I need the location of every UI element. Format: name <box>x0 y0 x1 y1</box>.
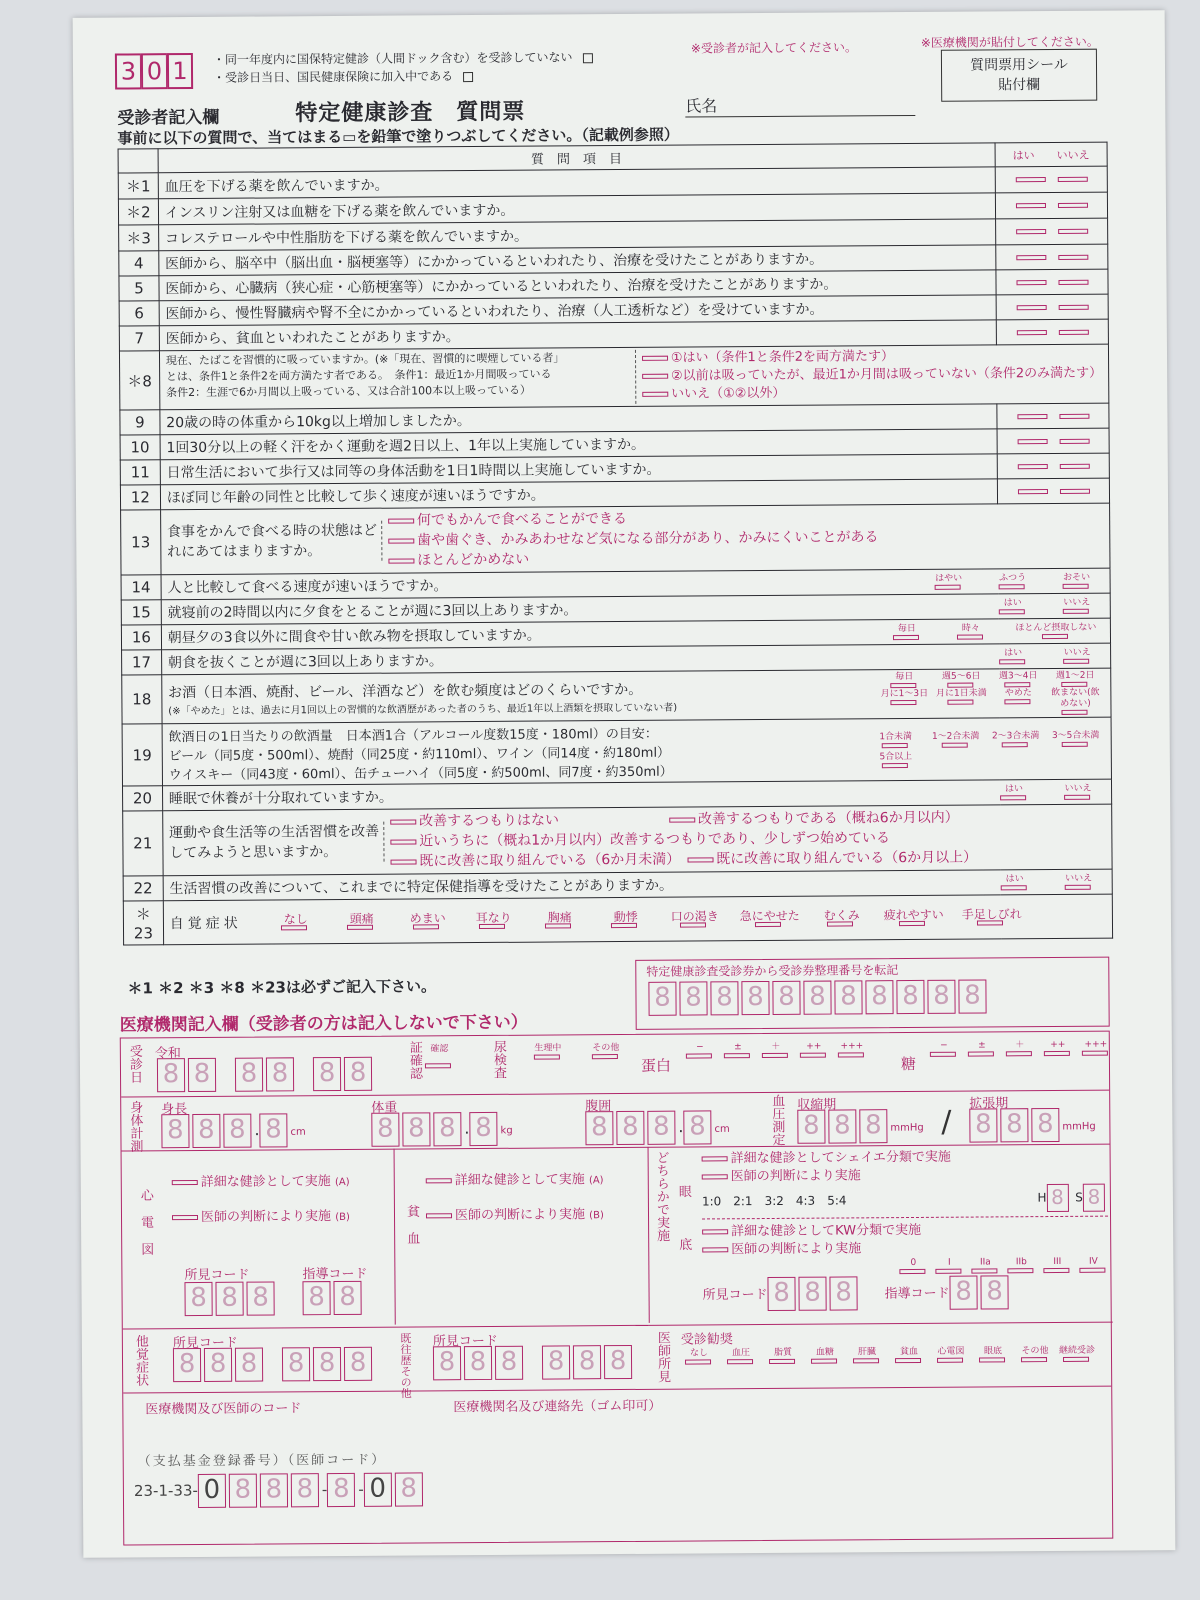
amount-1-2[interactable] <box>941 742 967 747</box>
symptom-swelling[interactable] <box>827 921 853 926</box>
ticket-digits[interactable]: 8 8 8 8 8 8 8 8 8 8 8 <box>636 979 1108 1016</box>
symptom-weight-loss[interactable] <box>755 921 781 926</box>
sugar-level[interactable] <box>967 1051 993 1056</box>
symptom-numbness[interactable] <box>977 920 1003 925</box>
question-row: 12 ほぼ同じ年齢の同性と比較して歩く速度が速いほうですか。 <box>120 478 1109 510</box>
eligibility-checkbox-1[interactable] <box>582 53 592 63</box>
eligibility-checkbox-2[interactable] <box>463 72 473 82</box>
question-row: ＊2 インスリン注射又は血糖を下げる薬を飲んでいますか。 <box>118 192 1107 225</box>
protein-level[interactable] <box>837 1052 863 1057</box>
referral-option[interactable] <box>769 1359 795 1364</box>
questionnaire-sheet <box>73 10 1176 1558</box>
visit-date-digits[interactable]: 8 8 8 8 8 8 <box>157 1057 375 1093</box>
systolic-digits[interactable]: 8 8 8 mmHg <box>797 1109 924 1144</box>
answer-yes[interactable] <box>1000 795 1026 800</box>
urine-other[interactable] <box>591 1054 617 1059</box>
fundus-finding-digits[interactable]: 8 8 8 <box>768 1283 861 1303</box>
answer-yes[interactable] <box>1017 414 1047 419</box>
sugar-level[interactable] <box>1043 1051 1069 1056</box>
answer-yes[interactable] <box>1015 203 1045 208</box>
smoking-option-1[interactable] <box>642 356 668 361</box>
speed-slow[interactable] <box>1062 584 1088 589</box>
answer-yes[interactable] <box>998 609 1024 614</box>
question-row: 10 1回30分以上の軽く汗をかく運動を週2日以上、1年以上実施していますか。 <box>120 428 1109 460</box>
fundus-doctor-2[interactable] <box>702 1247 728 1252</box>
answer-no[interactable] <box>1057 177 1087 182</box>
question-table: 質 問 項 目 はい いいえ ＊1 血圧を下げる薬を飲んでいますか。 ＊2 インスリン注射又は血糖を下げる薬を飲んでいますか。 ＊3 コレステロールや中性脂肪を下げる薬を飲んでいますか。 4 医師から、脳卒中（脳出血・脳梗塞等）にかかっているといわれたり、治療を受けたことがありますか。 5 医師から、心臓病（狭心症・心筋梗塞等）にかかっているといわれたり、治療を受けたことがありますか。 6 医師から、慢性腎臓病や腎不全にかかっているといわれたり、治療（人工透析など）を受けていますか。 7 医師から、貧血といわれたことがありますか。 ＊8 現在、たばこを習慣的に吸っていますか。(※「現在、習慣的に喫煙している者」 とは、条件1と条件2を両方満たす者である。 条件1：最近1か月間吸っている 条件2：生涯で6か月間以上吸っている、又は合計100本以上吸っている） ①はい（条件1と条件2を両方満たす） ②以前は吸っていたが、最近1か月間は吸っていない（条件2のみ満たす） いいえ（①②以外） 9 20歳の時の体重から10kg以上増加しましたか。 10 1回30分以上の軽く汗をかく運動を週2日以上、1年以上実施していますか。 11 日常生活において歩行又は同等の身体活動を1日1時間以上実施していますか。 12 ほぼ同じ年齢の同性と比較して歩く速度が速いほうですか。 13 食事をかんで食べる時の状態はどれにあてはまりますか。 何でもかんで食べることができる 歯や歯ぐき、かみあわせなど気になる部分があり、かみにくいことがある ほとんどかめない 14 人と比較して食べる速度が速いほうですか。 はやい ふつう おそい 15 就寝前の2時間以内に夕食をとることが週に3回以上ありますか。 はい いいえ 16 朝昼夕の3食以外に間食や甘い飲み物を摂取していますか。 毎日 時々 ほとんど摂取しない 17 朝食を抜くことが週に3回以上ありますか。 はい いいえ 18 お酒（日本酒、焼酎、ビール、洋酒など）を飲む頻度はどのくらいですか。 (※「やめた」とは、過去に月1回以上の習慣的な飲酒歴があった者のうち、最近1年以上酒類を摂取していない者) 毎日 週5〜6日 週3〜4日 週1〜2日 月に1〜3日 月に1日未満 やめた 飲まない(飲めない) 19 飲酒日の1日当たりの飲酒量 日本酒1合（アルコール度数15度・180ml）の目安： ビール（同5度・500ml）、焼酎（同25度・約110ml）、ワイン（同14度・約180ml） ウイスキー（同43度・60ml）、缶チューハイ（同5度・約500ml、同7度・約350ml） 1合未満 1〜2合未満 2〜3合未満 3〜5合未満 5合以上 20 睡眠で休養が十分取れていますか。 はい いいえ 21 運動や食生活等の生活習慣を改善してみようと思いますか。 改善するつもりはない 改善するつもりである（概ね6か月以内） 近いうちに（概ね1か月以内）改善するつもりであり、少しずつ始めている 既に改善に取り組んでいる（6か月未満） 既に改善に取り組んでいる（6か月以上） 22 生活習慣の改善について、これまでに特定保健指導を受けたことがありますか。 はい いいえ ＊23 自覚症状 なし 頭痛 めまい 耳なり 胸痛 動悸 口の渇き 急にやせた むくみ 疲れやすい 手足しびれ <box>118 142 1114 946</box>
question-row-23: ＊23 自覚症状 なし 頭痛 めまい 耳なり 胸痛 動悸 口の渇き 急にやせた むくみ 疲れやすい 手足しびれ <box>123 894 1112 945</box>
answer-no[interactable] <box>1058 254 1088 259</box>
question-row-21: 21 運動や食生活等の生活習慣を改善してみようと思いますか。 改善するつもりはない 改善するつもりである（概ね6か月以内） 近いうちに（概ね1か月以内）改善するつもりであり、少しずつ始めている 既に改善に取り組んでいる（6か月未満） 既に改善に取り組んでいる（6か月以上） <box>123 804 1112 876</box>
snack-rarely[interactable] <box>1041 634 1067 639</box>
fund-number[interactable]: 23-1-33- 0 8 8 8 - 8 - 0 8 <box>134 1472 426 1508</box>
symptom-thirst[interactable] <box>680 922 706 927</box>
drink-monthly[interactable] <box>890 700 916 705</box>
amount-2-3[interactable] <box>1001 742 1027 747</box>
symptom-dizziness[interactable] <box>413 924 439 929</box>
referral-option[interactable] <box>685 1359 711 1364</box>
question-row: 9 20歳の時の体重から10kg以上増加しましたか。 <box>120 403 1109 435</box>
question-row-15: 15 就寝前の2時間以内に夕食をとることが週に3回以上ありますか。 はい いいえ <box>121 593 1110 625</box>
symptom-palpitation[interactable] <box>611 922 637 927</box>
eligibility-note-2: ・受診日当日、国民健康保険に加入中である <box>213 69 454 85</box>
medical-section: 受診日 令和 8 8 8 8 8 8 証確認 確認 尿検査 生理中 その他 蛋白 − ± ＋ ++ +++ 糖 − ± ＋ ++ +++ 身体計測 身長 8 8 8 . 8 cm 体重 8 8 8 . 8 kg 腹囲 8 8 8 . 8 cm 血圧測定 収縮期 8 8 8 mmHg / 拡張期 8 8 8 mmHg 心電図 詳細な健診として実施 (A) 医師の判断により実施 (B) 所見コード 8 8 8 指導コード 8 8 貧血 詳細な健診として実施 (A) 医師の判断により実施 (B) どちらかで実施 眼底 詳細な健診としてシェイエ分類で実施 医師の判断により実施 1:0 2:1 3:2 4:3 5:4 H 8 S 8 詳細な健診としてKW分類で実施 医師の判断により実施 0 I IIa IIb III IV 所見コード 8 8 8 指導コード 8 8 他覚症状 所見コード 8 8 8 8 8 8 既往歴その他 所見コード 8 8 8 8 8 8 医師所見 受診勧奨 なし 血圧 脂質 血糖 肝臓 貧血 心電図 眼底 その他 継続受診 医療機関及び医師のコード 医療機関名及び連絡先（ゴム印可） （支払基金登録番号）（医師コード） 23-1-33- 0 8 8 8 - 8 - 0 8 <box>120 1031 1114 1546</box>
drink-1-2[interactable] <box>1061 682 1087 687</box>
question-row-14: 14 人と比較して食べる速度が速いほうですか。 はやい ふつう おそい <box>121 568 1110 600</box>
fundus-guidance-digits[interactable]: 8 8 <box>950 1282 1012 1301</box>
question-row: ＊1 血圧を下げる薬を飲んでいますか。 <box>118 166 1107 199</box>
required-note: ＊1 ＊2 ＊3 ＊8 ＊23は必ずご記入下さい。 <box>127 977 436 998</box>
answer-yes[interactable] <box>1016 229 1046 234</box>
symptom-tinnitus[interactable] <box>479 923 505 928</box>
fundus-scheie[interactable] <box>702 1156 728 1161</box>
kw-grade[interactable] <box>1079 1268 1105 1273</box>
id-confirmed[interactable] <box>425 1063 451 1068</box>
answer-no[interactable] <box>1063 659 1089 664</box>
answer-yes[interactable] <box>1017 464 1047 469</box>
improve-option-2[interactable] <box>669 817 695 822</box>
question-row-19: 19 飲酒日の1日当たりの飲酒量 日本酒1合（アルコール度数15度・180ml）の目安： ビール（同5度・500ml）、焼酎（同25度・約110ml）、ワイン（同14度・約180ml） ウイスキー（同43度・60ml）、缶チューハイ（同5度・約500ml、同7度・約350ml） 1合未満 1〜2合未満 2〜3合未満 3〜5合未満 5合以上 <box>122 717 1111 786</box>
improve-option-1[interactable] <box>390 819 416 824</box>
amount-3-5[interactable] <box>1061 741 1087 746</box>
question-row: 4 医師から、脳卒中（脳出血・脳梗塞等）にかかっているといわれたり、治療を受けたことがありますか。 <box>119 244 1108 276</box>
answer-yes[interactable] <box>1016 330 1046 335</box>
kw-grade[interactable] <box>899 1269 925 1274</box>
anemia-detailed[interactable] <box>426 1178 452 1183</box>
waist-digits[interactable]: 8 8 8 . 8 cm <box>585 1110 730 1145</box>
drink-3-4[interactable] <box>1004 682 1030 687</box>
symptom-headache[interactable] <box>347 924 373 929</box>
snack-sometimes[interactable] <box>956 634 982 639</box>
kw-grade[interactable] <box>1007 1268 1033 1273</box>
answer-no[interactable] <box>1059 438 1089 443</box>
referral-option[interactable] <box>811 1359 837 1364</box>
speed-fast[interactable] <box>934 585 960 590</box>
question-row-17: 17 朝食を抜くことが週に3回以上ありますか。 はい いいえ <box>122 643 1111 675</box>
weight-digits[interactable]: 8 8 8 . 8 kg <box>371 1112 512 1147</box>
medical-section-title: 医療機関記入欄（受診者の方は記入しないで下さい） <box>119 1012 528 1036</box>
question-row: 11 日常生活において歩行又は同等の身体活動を1日1時間以上実施していますか。 <box>120 453 1109 485</box>
protein-level[interactable] <box>723 1053 749 1058</box>
drink-5-6[interactable] <box>947 683 973 688</box>
drink-rarely[interactable] <box>947 700 973 705</box>
drink-daily[interactable] <box>890 683 916 688</box>
protein-level[interactable] <box>685 1053 711 1058</box>
answer-no[interactable] <box>1058 304 1088 309</box>
smoking-option-2[interactable] <box>642 374 668 379</box>
answer-no[interactable] <box>1059 463 1089 468</box>
answer-no[interactable] <box>1058 279 1088 284</box>
form-code: 3 0 1 <box>115 53 193 90</box>
ecg-detailed[interactable] <box>172 1180 198 1185</box>
answer-yes[interactable] <box>1017 489 1047 494</box>
chewing-option-3[interactable] <box>388 558 414 563</box>
answer-yes[interactable] <box>999 659 1025 664</box>
anemia-doctor[interactable] <box>426 1213 452 1218</box>
referral-option[interactable] <box>979 1357 1005 1362</box>
chewing-option-1[interactable] <box>388 518 414 523</box>
answer-no[interactable] <box>1062 609 1088 614</box>
section-label: 受診者記入欄 <box>117 107 220 129</box>
symptom-chest-pain[interactable] <box>545 923 571 928</box>
question-row: 6 医師から、慢性腎臓病や腎不全にかかっているといわれたり、治療（人工透析など）を受けていますか。 <box>119 294 1108 326</box>
sugar-level[interactable] <box>1005 1051 1031 1056</box>
amount-under-1[interactable] <box>881 743 907 748</box>
patient-fill-note: ※受診者が記入してください。 <box>690 40 857 56</box>
symptom-none[interactable] <box>281 925 307 930</box>
chewing-option-2[interactable] <box>388 538 414 543</box>
scheie-h[interactable]: 8 <box>1046 1184 1068 1212</box>
referral-option[interactable] <box>895 1358 921 1363</box>
answer-no[interactable] <box>1058 229 1088 234</box>
scheie-s[interactable]: 8 <box>1083 1184 1105 1212</box>
speed-normal[interactable] <box>998 584 1024 589</box>
ecg-doctor[interactable] <box>172 1215 198 1220</box>
eligibility-note-1: ・同一年度内に国保特定健診（人間ドック含む）を受診していない <box>212 50 573 67</box>
smoking-option-3[interactable] <box>642 392 668 397</box>
question-row: 7 医師から、貧血といわれたことがありますか。 <box>119 319 1108 351</box>
answer-no[interactable] <box>1059 488 1089 493</box>
snack-daily[interactable] <box>892 635 918 640</box>
sugar-level[interactable] <box>1081 1051 1107 1056</box>
improve-option-4[interactable] <box>390 859 416 864</box>
referral-option[interactable] <box>727 1359 753 1364</box>
kw-grade[interactable] <box>971 1268 997 1273</box>
drink-quit[interactable] <box>1004 699 1030 704</box>
height-digits[interactable]: 8 8 8 . 8 cm <box>161 1113 306 1148</box>
question-row-22: 22 生活習慣の改善について、これまでに特定保健指導を受けたことがありますか。 はい いいえ <box>123 869 1112 901</box>
ticket-number-box: 特定健康診査受診券から受診券整理番号を転記 8 8 8 8 8 8 8 8 8 8 8 <box>635 957 1109 1030</box>
answer-yes[interactable] <box>1016 305 1046 310</box>
instruction: 事前に以下の質問で、当てはまる▭を鉛筆で塗りつぶしてください。（記載例参照） <box>117 125 679 148</box>
fundus-kw[interactable] <box>702 1229 728 1234</box>
drink-none[interactable] <box>1061 710 1087 715</box>
answer-yes[interactable] <box>1000 885 1026 890</box>
sugar-level[interactable] <box>929 1052 955 1057</box>
referral-option[interactable] <box>853 1358 879 1363</box>
form-title: 特定健康診査 質問票 <box>295 99 526 127</box>
answer-no[interactable] <box>1064 795 1090 800</box>
protein-level[interactable] <box>761 1053 787 1058</box>
referral-option[interactable] <box>1021 1357 1047 1362</box>
referral-option[interactable] <box>937 1358 963 1363</box>
diastolic-digits[interactable]: 8 8 8 mmHg <box>969 1108 1096 1143</box>
table-header-item: 質 問 項 目 <box>158 143 995 173</box>
question-row: 5 医師から、心臓病（狭心症・心筋梗塞等）にかかっているといわれたり、治療を受けたことがありますか。 <box>119 269 1108 301</box>
kw-grade[interactable] <box>935 1269 961 1274</box>
answer-no[interactable] <box>1059 413 1089 418</box>
name-field[interactable]: 氏名 <box>685 92 915 118</box>
protein-level[interactable] <box>799 1053 825 1058</box>
question-row-16: 16 朝昼夕の3食以外に間食や甘い飲み物を摂取していますか。 毎日 時々 ほとんど摂取しない <box>121 618 1110 650</box>
question-row-13: 13 食事をかんで食べる時の状態はどれにあてはまりますか。 何でもかんで食べることができる 歯や歯ぐき、かみあわせなど気になる部分があり、かみにくいことがある ほとんどかめない <box>121 503 1110 575</box>
clinic-fill-note: ※医療機関が貼付してください。 <box>920 34 1099 50</box>
ecg-guidance-digits[interactable]: 8 8 <box>302 1281 364 1315</box>
question-row-20: 20 睡眠で休養が十分取れていますか。 はい いいえ <box>123 779 1112 811</box>
answer-yes[interactable] <box>1016 280 1046 285</box>
answer-yes[interactable] <box>1017 439 1047 444</box>
kw-grade[interactable] <box>1043 1268 1069 1273</box>
other-finding-digits[interactable]: 8 8 8 8 8 8 <box>173 1347 375 1382</box>
answer-no[interactable] <box>1057 203 1087 208</box>
symptom-fatigue[interactable] <box>899 920 925 925</box>
answer-yes[interactable] <box>1015 177 1045 182</box>
question-row-18: 18 お酒（日本酒、焼酎、ビール、洋酒など）を飲む頻度はどのくらいですか。 (※「やめた」とは、過去に月1回以上の習慣的な飲酒歴があった者のうち、最近1年以上酒類を摂取していない者) 毎日 週5〜6日 週3〜4日 週1〜2日 月に1〜3日 月に1日未満 やめた 飲まない(飲めない) <box>122 668 1111 724</box>
improve-option-5[interactable] <box>687 857 713 862</box>
answer-no[interactable] <box>1064 885 1090 890</box>
ecg-finding-digits[interactable]: 8 8 8 <box>184 1281 277 1316</box>
question-row: ＊3 コレステロールや中性脂肪を下げる薬を飲んでいますか。 <box>119 218 1108 251</box>
amount-5-plus[interactable] <box>881 763 907 768</box>
answer-no[interactable] <box>1058 329 1088 334</box>
answer-yes[interactable] <box>1016 255 1046 260</box>
urine-menstruation[interactable] <box>533 1054 559 1059</box>
sticker-area: 質問票用シール 貼付欄 <box>941 49 1097 102</box>
fundus-doctor-1[interactable] <box>702 1174 728 1179</box>
referral-option[interactable] <box>1063 1357 1089 1362</box>
history-finding-digits[interactable]: 8 8 8 8 8 8 <box>433 1345 635 1380</box>
improve-option-3[interactable] <box>390 839 416 844</box>
question-row-8: ＊8 現在、たばこを習慣的に吸っていますか。(※「現在、習慣的に喫煙している者」 とは、条件1と条件2を両方満たす者である。 条件1：最近1か月間吸っている 条件2：生涯で6か月間以上吸っている、又は合計100本以上吸っている） ①はい（条件1と条件2を両方満たす） ②以前は吸っていたが、最近1か月間は吸っていない（条件2のみ満たす） いいえ（①②以外） <box>119 344 1108 410</box>
